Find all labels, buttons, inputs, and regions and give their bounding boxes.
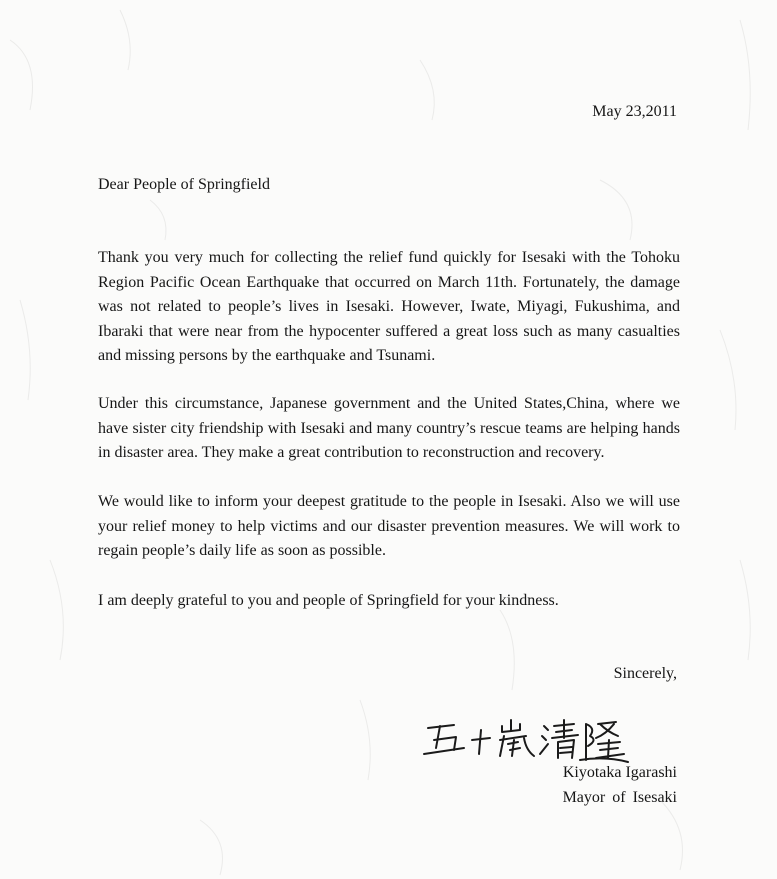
letter-date: May 23,2011 — [592, 103, 677, 120]
salutation: Dear People of Springfield — [98, 176, 270, 193]
paragraph-1: Thank you very much for collecting the relief fund quickly for Isesaki with the Tohoku Region Pacific Ocean Earthquake that occurred on March 11th. Fortunately, the damage was not related to people’s lives in Isesaki. However, Iwate, Miyagi, Fukushima, and Ibaraki that were near from the hypocenter suffered a great loss such as many casualties and missing persons by the earthquake and Tsunami. — [98, 249, 680, 364]
signer-name: Kiyotaka Igarashi — [562, 764, 677, 781]
closing: Sincerely, — [613, 665, 677, 682]
paragraph-3: We would like to inform your deepest gratitude to the people in Isesaki. Also we will use your relief money to help victims and our disaster prevention measures. We will work to regain people’s daily life as soon as possible. — [98, 493, 680, 559]
handwritten-signature — [420, 710, 630, 768]
paragraph-2: Under this circumstance, Japanese government and the United States,China, where we have sister city friendship with Isesaki and many country’s rescue teams are helping hands in disaster area. They make a great contribution to reconstruction and recovery. — [98, 395, 680, 461]
signer-title: Mayor of Isesaki — [562, 789, 677, 806]
paragraph-4: I am deeply grateful to you and people of Springfield for your kindness. — [98, 592, 559, 609]
